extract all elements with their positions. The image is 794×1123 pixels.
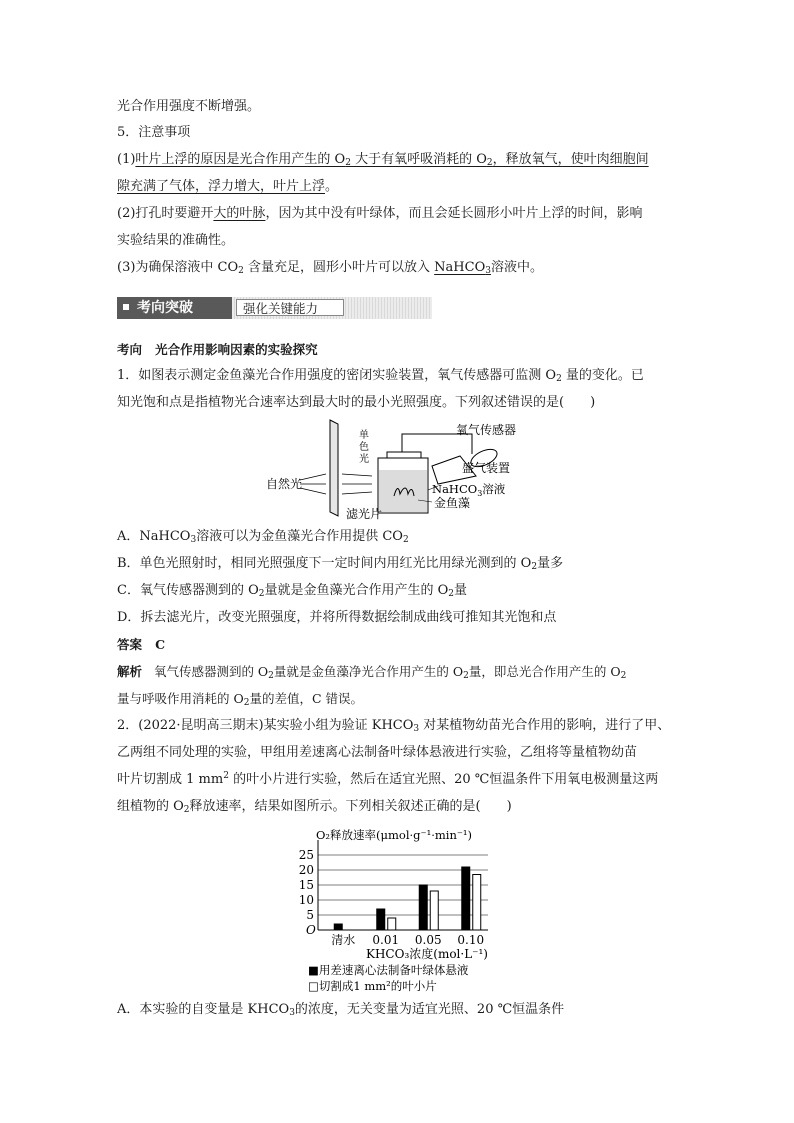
label-sensor: 氧气传感器 <box>456 423 517 437</box>
q2-line-2: 乙两组不同处理的实验，甲组用差速离心法制备叶绿体悬液进行实验，乙组将等量植物幼苗 <box>117 745 638 760</box>
filter-plate <box>330 420 338 516</box>
q2-line-4: 组植物的 $O_2$释放速率，结果如图所示。下列相关叙述正确的是( ) <box>117 799 512 815</box>
y-tick-label: 20 <box>298 863 314 877</box>
y-tick-label: 25 <box>298 848 314 862</box>
bar <box>388 918 396 930</box>
x-tick-label: 清水 <box>331 933 356 947</box>
q1-option-c: C．氧气传感器测到的 $O_2$量就是金鱼藻光合作用产生的 $O_2$量 <box>117 583 468 599</box>
x-tick-label: 0.05 <box>414 933 442 947</box>
y-tick-label: 15 <box>298 878 314 892</box>
x-tick-label: 0.10 <box>457 933 485 947</box>
y-axis-title: O₂释放速率(μmol·g⁻¹·min⁻¹) <box>316 828 473 842</box>
q2-line-3: 叶片切割成 1 $mm^2$ 的叶小片进行实验，然后在适宜光照、20 ℃恒温条件下用氧电极测量这两 <box>117 771 659 787</box>
bar <box>419 885 427 930</box>
q1-option-d: D．拆去滤光片，改变光照强度，并将所得数据绘制成曲线可推知其光饱和点 <box>117 610 557 625</box>
note-2-line-1: (2)打孔时要避开大的叶脉，因为其中没有叶绿体，而且会延长圆形小叶片上浮的时间，影响 <box>117 206 643 221</box>
tube <box>402 434 472 454</box>
label-algae: 金鱼藻 <box>434 496 471 510</box>
label-filter: 滤光片 <box>346 507 383 520</box>
bar <box>473 875 481 931</box>
q1-answer: 答案 C <box>117 637 166 652</box>
q2-option-a: A．本实验的自变量是 $KHCO_3$的浓度，无关变量为适宜光照、20 ℃恒温条件 <box>117 1002 565 1018</box>
note-1-line-2: 隙充满了气体，浮力增大，叶片上浮。 <box>117 179 339 194</box>
q2-line-1: 2．(2022·昆明高三期末)某实验小组为验证 $KHCO_3$ 对某植物幼苗光合作用的影响，进行了甲、 <box>117 718 671 734</box>
q1-option-a: A．NaHCO$_3$溶液可以为金鱼藻光合作用提供 $CO_2$ <box>117 529 409 545</box>
label-mono-1: 单 <box>359 430 369 441</box>
q1-explanation-2: 量与呼吸作用消耗的 $O_2$量的差值，C 错误。 <box>117 691 364 708</box>
banner-subtitle: 强化关键能力 <box>236 299 344 316</box>
o2-release-chart <box>290 826 510 996</box>
section-banner <box>117 297 432 319</box>
label-mono-2: 色 <box>359 442 369 453</box>
bar <box>430 891 438 930</box>
label-mono-3: 光 <box>359 454 369 465</box>
y-tick-label: 5 <box>306 908 314 922</box>
square-icon <box>123 304 129 310</box>
q1-line-1: 1．如图表示测定金鱼藻光合作用强度的密闭实验装置，氧气传感器可监测 $O_2$ 量的变化。已 <box>117 368 644 384</box>
note-2-line-2: 实验结果的准确性。 <box>117 233 235 248</box>
q1-option-b: B．单色光照射时，相同光照强度下一定时间内用红光比用绿光测到的 $O_2$量多 <box>117 556 564 572</box>
y-tick-label: 10 <box>298 893 314 907</box>
experiment-apparatus-figure <box>262 418 532 520</box>
x-axis-title: KHCO₃浓度(mol·L⁻¹) <box>366 947 488 961</box>
q1-line-2: 知光饱和点是指植物光合速率达到最大时的最小光照强度。下列叙述错误的是( ) <box>117 395 596 410</box>
bar <box>334 924 342 930</box>
bar <box>462 867 470 930</box>
stopper <box>387 452 421 458</box>
note-1-line-1: (1)叶片上浮的原因是光合作用产生的 $O_2$ 大于有氧呼吸消耗的 $O_2$，释放氧气，使叶肉细胞间 <box>117 152 649 168</box>
legend-entry: □切割成1 mm²的叶小片 <box>308 979 437 993</box>
solution <box>379 470 427 512</box>
bar <box>377 909 385 930</box>
x-tick-label: 0.01 <box>372 933 400 947</box>
label-natural-light: 自然光 <box>266 477 303 491</box>
q1-explanation-1: 解析 氧气传感器测到的 $O_2$量就是金鱼藻净光合作用产生的 $O_2$量，即总光合作用产生的 $O_2$ <box>117 664 627 681</box>
label-gas-vessel: 盛气装置 <box>462 461 511 475</box>
origin-label: O <box>306 923 316 937</box>
label-solution: NaHCO$_3$溶液 <box>432 482 506 498</box>
intro-end: 光合作用强度不断增强。 <box>117 99 261 114</box>
legend-entry: ■用差速离心法制备叶绿体悬液 <box>308 963 469 977</box>
heading-5: 5．注意事项 <box>117 125 191 140</box>
topic-line: 考向 光合作用影响因素的实验探究 <box>117 342 318 357</box>
note-3: (3)为确保溶液中 $CO_2$ 含量充足，圆形小叶片可以放入 NaHCO$_3$溶液中。 <box>117 260 543 276</box>
banner-title: 考向突破 <box>117 297 232 319</box>
